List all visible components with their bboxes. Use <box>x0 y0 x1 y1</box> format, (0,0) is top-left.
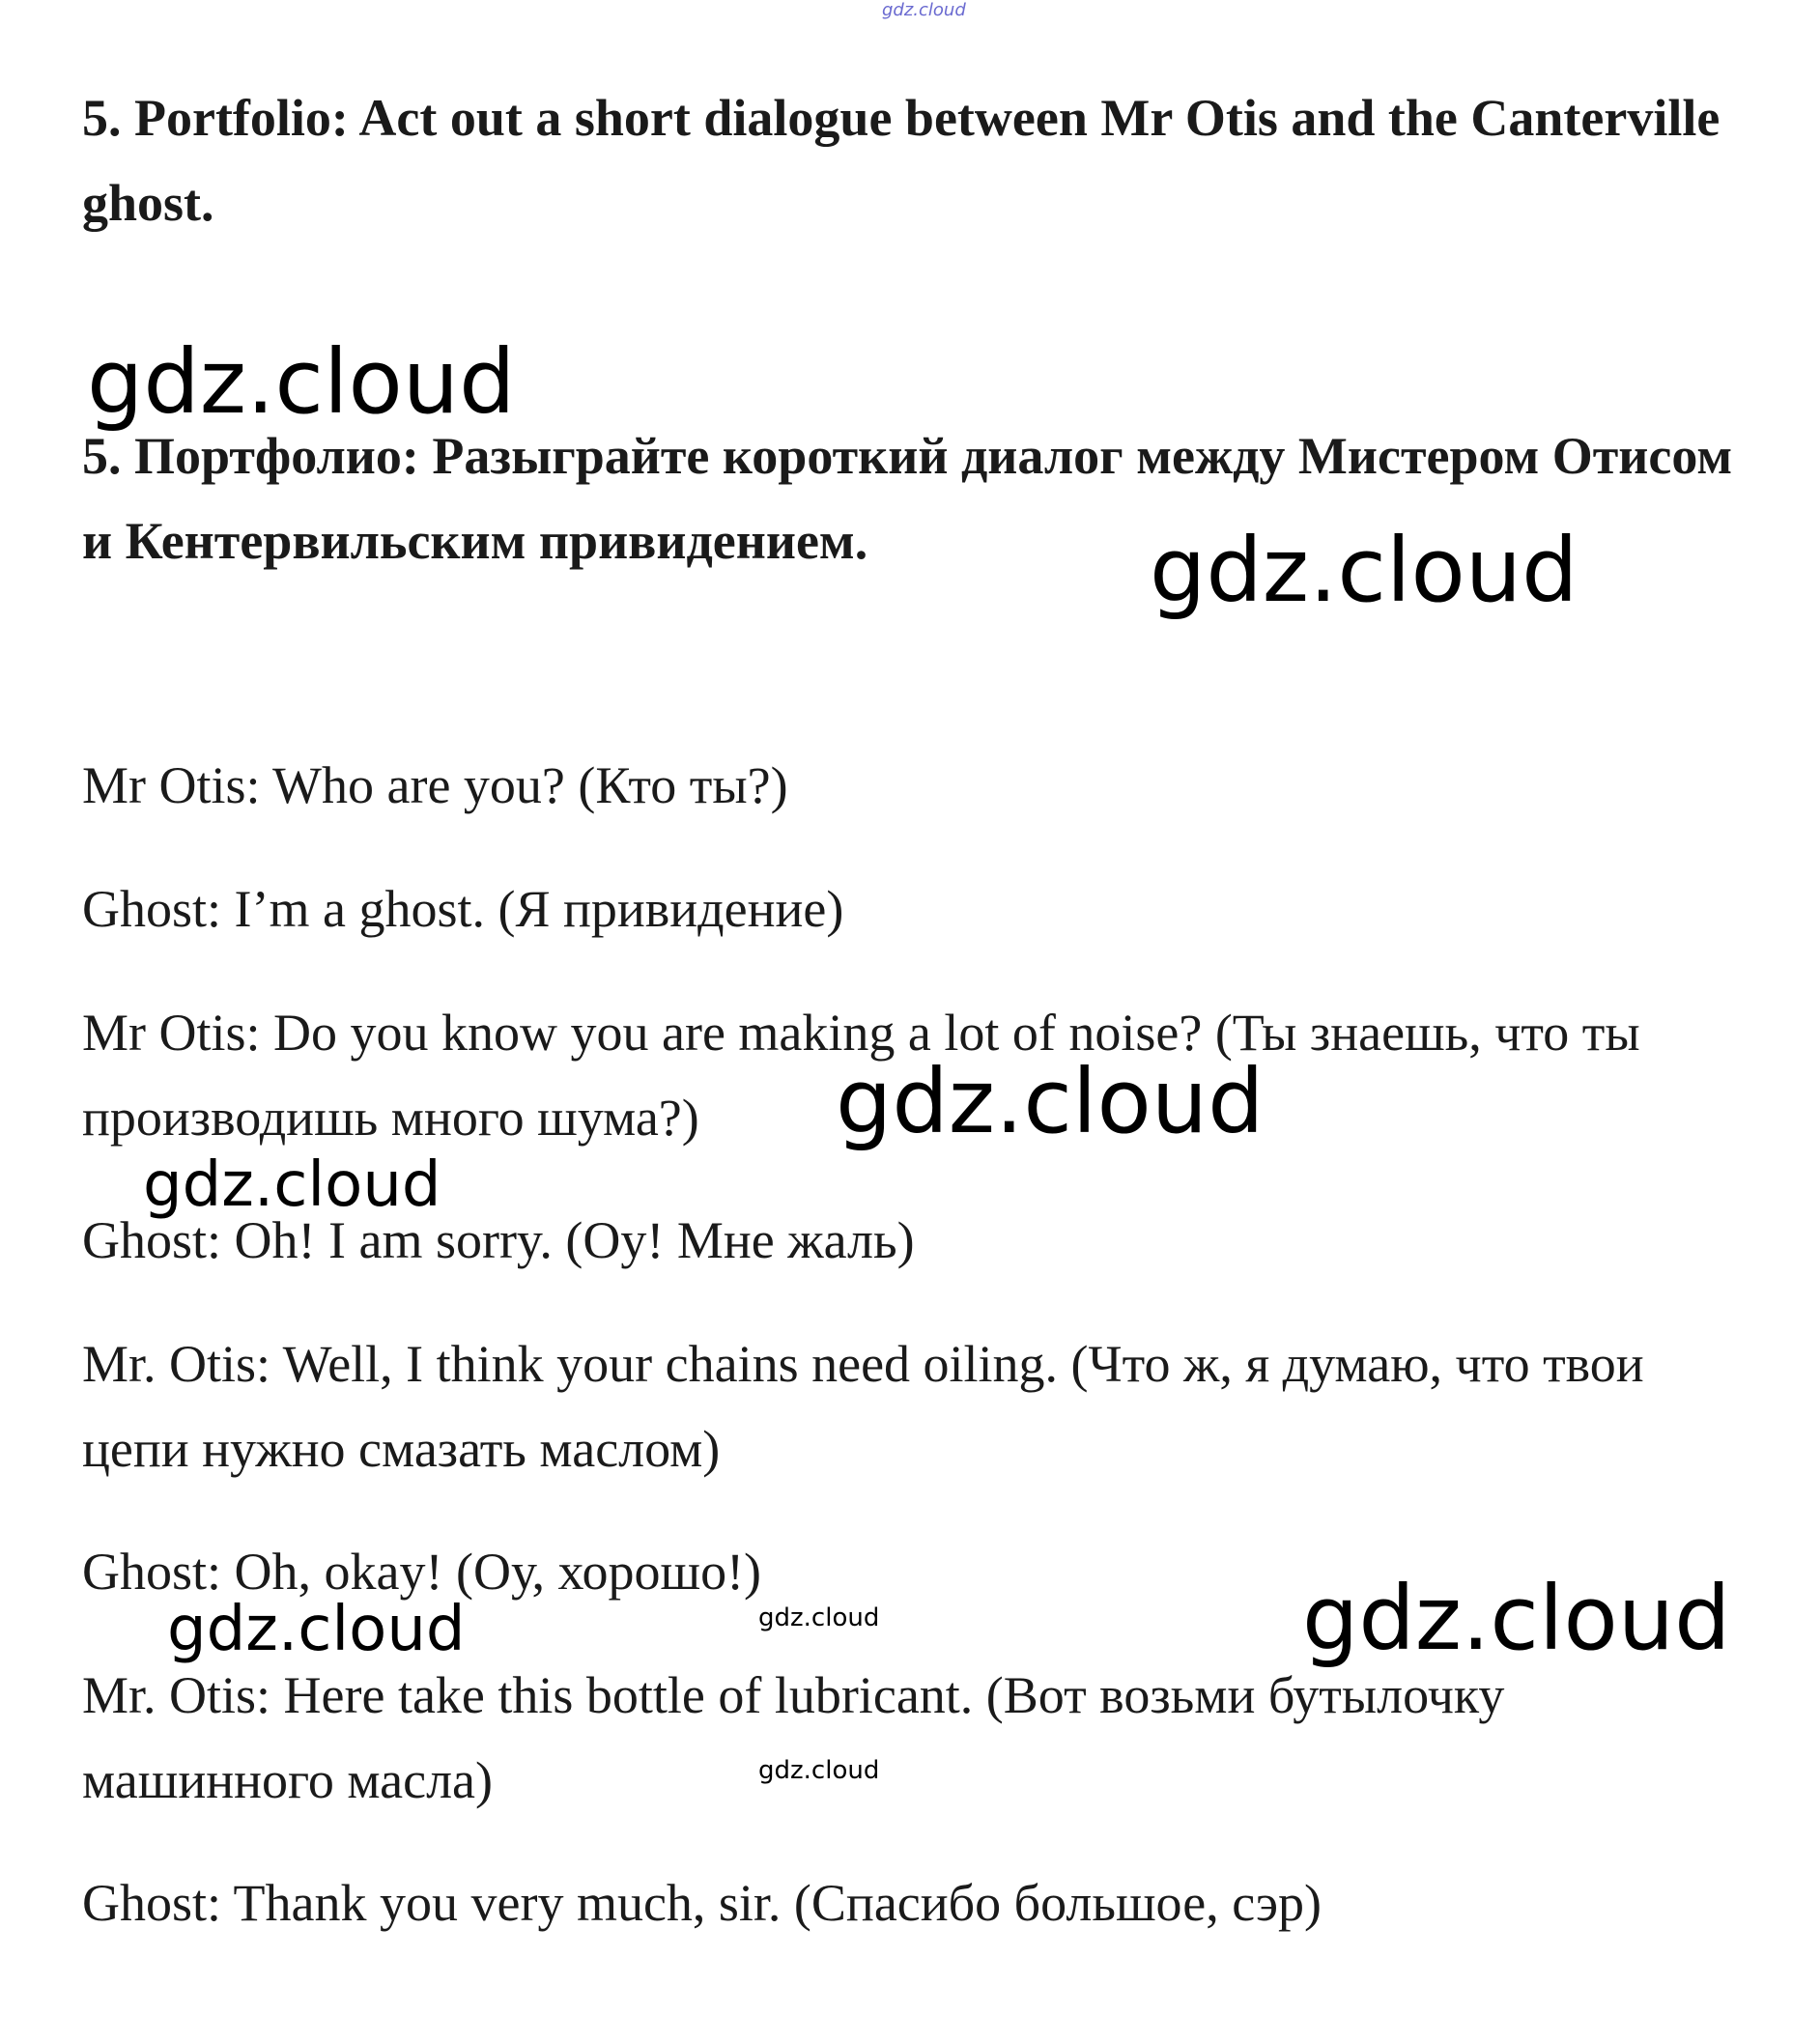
watermark: gdz.cloud <box>758 1756 880 1785</box>
watermark: gdz.cloud <box>143 1149 441 1221</box>
dialogue-line: Mr Otis: Who are you? (Кто ты?) <box>82 756 788 814</box>
watermark: gdz.cloud <box>836 1050 1265 1153</box>
watermark: gdz.cloud <box>167 1594 466 1665</box>
dialogue-line: Mr Otis: Do you know you are making a lot of noise? (Ты знаешь, что ты производишь много шума?) <box>82 1004 1640 1147</box>
watermark: gdz.cloud <box>758 1603 880 1632</box>
watermark: gdz.cloud <box>87 330 516 434</box>
watermark: gdz.cloud <box>1302 1567 1731 1670</box>
task-heading-ru: 5. Портфолио: Разыграйте короткий диалог между Мистером Отисом и Кентервильским привидением. <box>82 427 1733 570</box>
dialogue-line: Mr. Otis: Well, I think your chains need oiling. (Что ж, я думаю, что твои цепи нужно смазать маслом) <box>82 1335 1644 1478</box>
task-heading-en: 5. Portfolio: Act out a short dialogue between Mr Otis and the Canterville ghost. <box>82 89 1720 232</box>
dialogue-line: Ghost: I’m a ghost. (Я привидение) <box>82 880 844 938</box>
watermark: gdz.cloud <box>1150 519 1578 622</box>
watermark-top: gdz.cloud <box>882 0 966 20</box>
dialogue-line: Ghost: Oh, okay! (Оу, хорошо!) <box>82 1543 762 1601</box>
dialogue-line: Mr. Otis: Here take this bottle of lubricant. (Вот возьми бутылочку машинного масла) <box>82 1666 1505 1809</box>
dialogue-line: Ghost: Oh! I am sorry. (Оу! Мне жаль) <box>82 1211 915 1269</box>
dialogue-line: Ghost: Thank you very much, sir. (Спасибо большое, сэр) <box>82 1874 1322 1932</box>
